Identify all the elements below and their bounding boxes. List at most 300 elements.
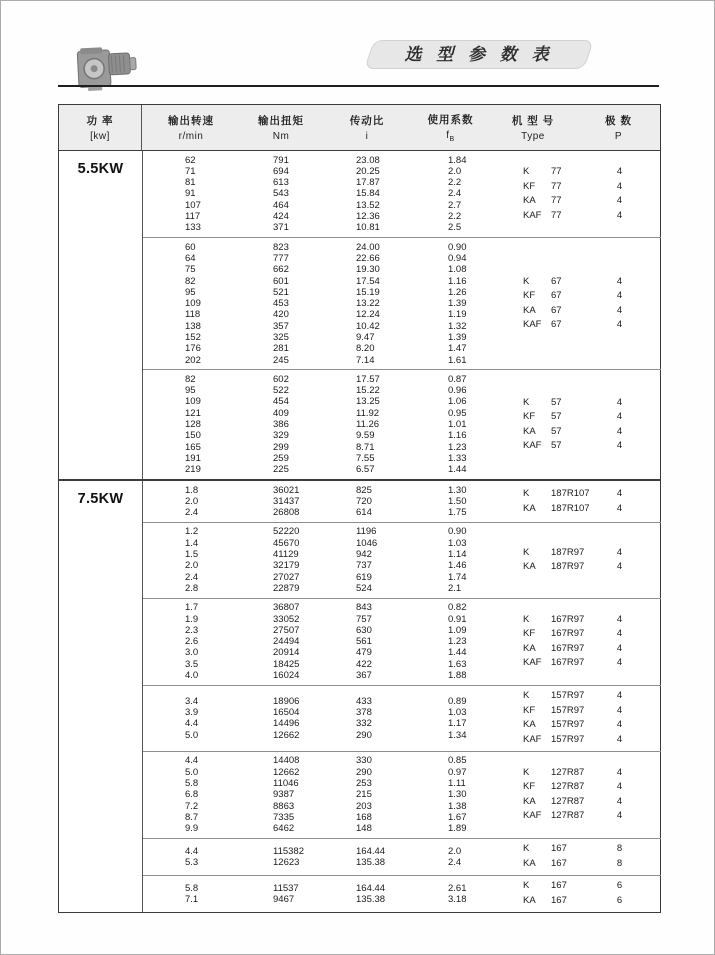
torque-value: 694 (273, 165, 289, 177)
ratio-value: 8.20 (356, 343, 375, 355)
torque-value: 613 (273, 177, 289, 189)
model-cell (490, 686, 585, 751)
rpm-value: 150 (185, 430, 201, 442)
rpm-value: 75 (185, 264, 196, 276)
factor-cell (413, 151, 490, 237)
poles-cell (578, 839, 661, 875)
factor-value: 1.50 (448, 495, 467, 507)
factor-value: 2.5 (448, 222, 462, 234)
model-prefix: K (523, 690, 530, 702)
rpm-value: 3.4 (185, 695, 199, 707)
model-row (523, 439, 578, 454)
page-title: 选 型 参 数 表 (404, 45, 554, 64)
col-header-torque (240, 105, 322, 150)
poles-value: 4 (616, 781, 623, 793)
rpm-value: 5.8 (185, 777, 199, 789)
factor-value: 1.16 (448, 275, 467, 287)
ratio-value: 630 (356, 624, 372, 636)
model-prefix: KF (523, 411, 536, 423)
rpm-value: 2.0 (185, 495, 199, 507)
rpm-value: 3.9 (185, 707, 199, 719)
torque-value: 601 (273, 275, 289, 287)
torque-value: 31437 (273, 495, 300, 507)
model-row (523, 842, 578, 857)
poles-value: 4 (616, 290, 623, 302)
torque-value: 27027 (273, 571, 300, 583)
torque-value: 20914 (273, 647, 300, 659)
ratio-cell (323, 752, 413, 838)
model-code: 67 (551, 290, 562, 302)
torque-cell (241, 876, 323, 912)
torque-value: 521 (273, 286, 289, 298)
factor-value: 1.44 (448, 647, 467, 659)
rpm-value: 4.4 (185, 755, 199, 767)
poles-cell (578, 876, 661, 912)
model-row (523, 689, 585, 704)
rpm-cell (143, 523, 241, 598)
torque-value: 522 (273, 385, 289, 397)
ratio-value: 6.57 (356, 464, 375, 476)
poles-cell (578, 151, 661, 237)
ratio-cell (323, 686, 413, 751)
model-row (523, 546, 585, 561)
factor-cell (413, 686, 490, 751)
model-row (523, 704, 585, 719)
factor-cell (413, 599, 490, 685)
poles-value: 4 (616, 613, 623, 625)
model-prefix: KA (523, 195, 536, 207)
model-prefix: KF (523, 704, 536, 716)
rpm-cell (143, 151, 241, 237)
factor-value: 2.0 (448, 165, 462, 177)
model-row (523, 857, 578, 872)
ratio-value: 22.66 (356, 252, 380, 264)
ratio-value: 561 (356, 636, 372, 648)
rpm-cell (143, 752, 241, 838)
rpm-value: 91 (185, 188, 196, 200)
torque-value: 299 (273, 441, 289, 453)
factor-value: 1.46 (448, 560, 467, 572)
factor-value: 0.90 (448, 241, 467, 253)
col-header-ratio (322, 105, 412, 150)
ratio-value: 13.52 (356, 199, 380, 211)
torque-value: 386 (273, 419, 289, 431)
ratio-cell (323, 481, 413, 522)
ratio-value: 843 (356, 602, 372, 614)
model-code: 57 (551, 425, 562, 437)
model-row (523, 879, 578, 894)
rpm-value: 95 (185, 385, 196, 397)
model-prefix: KA (523, 894, 536, 906)
poles-value: 4 (616, 546, 623, 558)
rpm-value: 191 (185, 452, 201, 464)
torque-value: 464 (273, 199, 289, 211)
factor-value: 0.94 (448, 252, 467, 264)
poles-cell (578, 523, 661, 598)
torque-value: 14496 (273, 718, 300, 730)
model-prefix: KA (523, 561, 536, 573)
model-prefix: K (523, 766, 530, 778)
torque-value: 12623 (273, 856, 300, 868)
rpm-value: 8.7 (185, 811, 199, 823)
factor-value: 1.84 (448, 154, 467, 166)
torque-value: 11046 (273, 777, 299, 789)
torque-cell (241, 151, 323, 237)
rpm-value: 3.0 (185, 647, 199, 659)
model-row (523, 289, 578, 304)
table-section (59, 479, 660, 912)
rpm-value: 117 (185, 210, 201, 222)
ratio-value: 23.08 (356, 154, 380, 166)
torque-cell (241, 523, 323, 598)
model-row (523, 487, 590, 502)
model-code: 57 (551, 411, 562, 423)
poles-value: 4 (616, 657, 623, 669)
ratio-cell (323, 839, 413, 875)
model-prefix: KAF (523, 733, 542, 745)
rpm-value: 6.8 (185, 789, 199, 801)
model-code: 77 (551, 195, 562, 207)
model-code: 187R97 (551, 561, 585, 573)
torque-value: 453 (273, 298, 289, 310)
torque-value: 424 (273, 210, 289, 222)
model-code: 157R97 (551, 690, 585, 702)
ratio-value: 15.22 (356, 385, 380, 397)
torque-cell (241, 686, 323, 751)
poles-value: 4 (616, 425, 623, 437)
ratio-value: 12.36 (356, 210, 380, 222)
param-block (143, 151, 661, 237)
rpm-value: 165 (185, 441, 201, 453)
rpm-value: 3.5 (185, 658, 199, 670)
model-prefix: K (523, 488, 530, 500)
factor-value: 1.33 (448, 452, 467, 464)
ratio-value: 825 (356, 484, 372, 496)
selection-table (58, 104, 661, 913)
factor-value: 0.82 (448, 602, 467, 614)
blocks-column (143, 481, 661, 912)
ratio-cell (323, 238, 413, 369)
model-cell (490, 238, 578, 369)
param-block (143, 751, 661, 838)
ratio-value: 290 (356, 729, 372, 741)
poles-value: 4 (616, 195, 623, 207)
ratio-value: 619 (356, 571, 372, 583)
poles-value: 4 (616, 275, 623, 287)
factor-value: 0.96 (448, 385, 467, 397)
factor-symbol: f (446, 130, 450, 141)
model-code: 77 (551, 166, 562, 178)
col-header-power (59, 105, 142, 150)
poles-value: 6 (616, 880, 623, 892)
factor-subscript: B (449, 136, 455, 143)
torque-value: 36807 (273, 602, 300, 614)
torque-value: 22879 (273, 582, 300, 594)
ratio-value: 720 (356, 495, 372, 507)
model-code: 167 (551, 843, 567, 855)
torque-value: 27507 (273, 624, 300, 636)
factor-value: 2.7 (448, 199, 462, 211)
torque-value: 777 (273, 252, 289, 264)
factor-cell (413, 876, 490, 912)
factor-cell (413, 523, 490, 598)
ratio-value: 148 (356, 823, 372, 835)
torque-value: 357 (273, 320, 289, 332)
factor-value: 1.11 (448, 777, 466, 789)
factor-value: 0.89 (448, 695, 467, 707)
model-row (523, 209, 578, 224)
factor-value: 1.08 (448, 264, 467, 276)
model-prefix: KAF (523, 440, 542, 452)
table-header-row (59, 105, 660, 151)
model-prefix: KF (523, 628, 536, 640)
rpm-value: 5.3 (185, 856, 199, 868)
ratio-value: 422 (356, 658, 372, 670)
factor-value: 1.30 (448, 484, 467, 496)
rpm-value: 133 (185, 222, 201, 234)
model-row (523, 795, 585, 810)
poles-cell (578, 752, 661, 838)
poles-value: 4 (616, 166, 623, 178)
torque-cell (241, 370, 323, 479)
model-prefix: KA (523, 795, 536, 807)
rpm-value: 5.8 (185, 882, 199, 894)
ratio-value: 614 (356, 507, 372, 519)
poles-value: 4 (616, 628, 623, 640)
torque-cell (241, 481, 323, 522)
ratio-value: 164.44 (356, 845, 386, 857)
poles-cell (578, 370, 661, 479)
torque-value: 225 (273, 464, 289, 476)
model-code: 167R97 (551, 642, 585, 654)
torque-value: 32179 (273, 560, 300, 572)
torque-cell (241, 238, 323, 369)
torque-value: 16024 (273, 670, 300, 682)
model-code: 167R97 (551, 613, 585, 625)
factor-value: 0.90 (448, 526, 467, 538)
ratio-value: 8.71 (356, 441, 375, 453)
factor-value: 1.01 (448, 419, 467, 431)
model-row (523, 642, 585, 657)
poles-value: 4 (616, 440, 623, 452)
model-code: 167R97 (551, 628, 585, 640)
rpm-value: 2.8 (185, 582, 199, 594)
rpm-value: 109 (185, 298, 201, 310)
model-code: 57 (551, 440, 562, 452)
col-header-speed-unit: r/min (178, 131, 204, 142)
factor-value: 1.06 (448, 396, 467, 408)
factor-value: 1.30 (448, 789, 467, 801)
model-row (523, 396, 578, 411)
gearmotor-logo-image (75, 41, 139, 91)
factor-value: 0.85 (448, 755, 467, 767)
poles-value: 4 (616, 209, 623, 221)
torque-value: 420 (273, 309, 289, 321)
ratio-value: 15.84 (356, 188, 380, 200)
torque-value: 41129 (273, 549, 299, 561)
ratio-value: 17.54 (356, 275, 380, 287)
model-prefix: K (523, 396, 530, 408)
factor-value: 2.1 (448, 582, 462, 594)
rpm-value: 2.4 (185, 507, 199, 519)
factor-value: 1.63 (448, 658, 467, 670)
factor-value: 1.32 (448, 320, 467, 332)
poles-value: 4 (616, 810, 623, 822)
torque-value: 36021 (273, 484, 300, 496)
col-header-speed (142, 105, 240, 150)
model-row (523, 766, 585, 781)
ratio-value: 290 (356, 766, 372, 778)
power-cell (59, 481, 143, 912)
model-cell (490, 752, 585, 838)
factor-value: 1.19 (448, 309, 467, 321)
col-header-ratio-unit: i (365, 131, 369, 142)
col-header-ratio-cn: 传动比 (349, 115, 385, 127)
param-block (143, 598, 661, 685)
model-prefix: K (523, 613, 530, 625)
poles-value: 4 (616, 319, 623, 331)
col-header-type (489, 105, 577, 150)
model-code: 67 (551, 304, 562, 316)
torque-value: 16504 (273, 707, 300, 719)
ratio-value: 11.26 (356, 419, 380, 431)
col-header-poles (577, 105, 660, 150)
ratio-value: 332 (356, 718, 372, 730)
factor-value: 1.44 (448, 464, 467, 476)
model-code: 157R97 (551, 733, 585, 745)
torque-value: 9387 (273, 789, 295, 801)
model-cell (490, 523, 585, 598)
ratio-value: 11.92 (356, 407, 380, 419)
model-row (523, 304, 578, 319)
title-banner (369, 40, 589, 69)
model-prefix: KA (523, 642, 536, 654)
ratio-value: 215 (356, 789, 372, 801)
factor-value: 0.97 (448, 766, 467, 778)
factor-value: 1.23 (448, 441, 467, 453)
poles-value: 8 (616, 843, 623, 855)
rpm-cell (143, 876, 241, 912)
rpm-value: 5.0 (185, 766, 199, 778)
model-code: 157R97 (551, 719, 585, 731)
torque-value: 45670 (273, 537, 300, 549)
ratio-value: 524 (356, 582, 372, 594)
ratio-value: 433 (356, 695, 372, 707)
model-cell (490, 839, 578, 875)
rpm-cell (143, 481, 241, 522)
param-block (143, 875, 661, 912)
model-row (523, 560, 585, 575)
power-label: 5.5KW (77, 161, 124, 177)
rpm-value: 2.6 (185, 636, 199, 648)
model-code: 77 (551, 180, 562, 192)
rpm-value: 138 (185, 320, 201, 332)
model-cell (490, 370, 578, 479)
ratio-value: 135.38 (356, 856, 386, 868)
model-prefix: K (523, 275, 530, 287)
factor-value: 1.75 (448, 507, 467, 519)
ratio-cell (323, 523, 413, 598)
model-code: 157R97 (551, 704, 585, 716)
torque-value: 52220 (273, 526, 300, 538)
torque-cell (241, 752, 323, 838)
factor-value: 1.74 (448, 571, 467, 583)
rpm-value: 219 (185, 464, 201, 476)
col-header-factor-cn: 使用系数 (427, 114, 474, 126)
poles-cell (578, 686, 661, 751)
model-row (523, 194, 578, 209)
torque-value: 662 (273, 264, 289, 276)
table-body (59, 151, 660, 912)
model-cell (490, 481, 590, 522)
factor-value: 1.14 (448, 549, 467, 561)
model-prefix: KA (523, 425, 536, 437)
model-row (523, 780, 585, 795)
rpm-value: 9.9 (185, 823, 199, 835)
factor-value: 3.18 (448, 893, 467, 905)
factor-value: 1.61 (448, 354, 467, 366)
model-code: 187R107 (551, 488, 590, 500)
factor-value: 1.39 (448, 298, 467, 310)
ratio-value: 479 (356, 647, 372, 659)
blocks-column (143, 151, 661, 479)
factor-cell (413, 839, 490, 875)
rpm-value: 1.4 (185, 537, 199, 549)
ratio-value: 17.57 (356, 373, 380, 385)
ratio-value: 9.47 (356, 331, 375, 343)
col-header-factor-unit (446, 130, 454, 143)
rpm-value: 5.0 (185, 729, 199, 741)
factor-value: 2.2 (448, 210, 462, 222)
torque-value: 9467 (273, 893, 295, 905)
rpm-value: 4.0 (185, 670, 199, 682)
torque-value: 6462 (273, 823, 295, 835)
model-code: 167R97 (551, 657, 585, 669)
rpm-value: 118 (185, 309, 201, 321)
rpm-value: 7.2 (185, 800, 199, 812)
model-row (523, 627, 585, 642)
col-header-type-en: Type (521, 131, 545, 142)
model-row (523, 318, 578, 333)
param-block (143, 522, 661, 598)
rpm-value: 62 (185, 154, 196, 166)
rpm-cell (143, 599, 241, 685)
factor-value: 2.61 (448, 882, 467, 894)
factor-value: 1.89 (448, 823, 467, 835)
rpm-value: 1.5 (185, 549, 199, 561)
factor-value: 1.03 (448, 537, 467, 549)
ratio-value: 20.25 (356, 165, 380, 177)
ratio-value: 1046 (356, 537, 378, 549)
param-block (143, 237, 661, 369)
poles-value: 4 (616, 733, 623, 745)
ratio-value: 135.38 (356, 893, 386, 905)
rpm-value: 2.0 (185, 560, 199, 572)
poles-value: 4 (616, 411, 623, 423)
poles-value: 4 (616, 396, 623, 408)
factor-value: 1.23 (448, 636, 467, 648)
factor-value: 2.0 (448, 845, 462, 857)
model-code: 127R87 (551, 810, 585, 822)
ratio-value: 24.00 (356, 241, 380, 253)
factor-value: 1.09 (448, 624, 467, 636)
torque-value: 791 (273, 154, 289, 166)
model-prefix: KA (523, 719, 536, 731)
model-code: 67 (551, 275, 562, 287)
model-row (523, 165, 578, 180)
model-prefix: KF (523, 781, 536, 793)
factor-value: 1.47 (448, 343, 467, 355)
